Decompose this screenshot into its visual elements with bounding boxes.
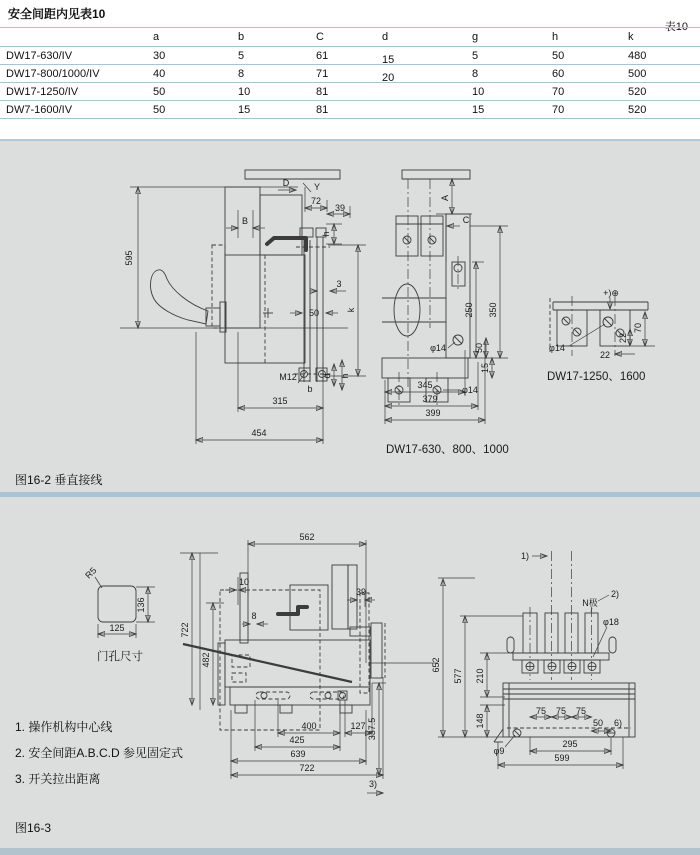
cell-b: 8 bbox=[232, 65, 310, 83]
dim-label-399: 399 bbox=[425, 408, 441, 418]
dim-label-k: k bbox=[346, 307, 356, 313]
figure-caption: 图16-2 垂直接线 bbox=[15, 473, 103, 487]
drawing-geometry bbox=[95, 577, 155, 638]
cell-g: 8 bbox=[466, 65, 546, 83]
table-row bbox=[0, 101, 700, 119]
dim-label-phi14: φ14 bbox=[549, 343, 565, 353]
dim-label-400: 400 bbox=[301, 721, 317, 731]
dim-label-15: 15 bbox=[480, 362, 490, 374]
dim-label-D: D bbox=[282, 178, 290, 188]
note-ref-1: 1) bbox=[520, 551, 530, 561]
page-footer-bar bbox=[0, 848, 700, 855]
dim-label-50: 50 bbox=[474, 342, 484, 354]
table-row bbox=[0, 47, 700, 65]
dim-label-136: 136 bbox=[136, 597, 146, 613]
cell-model: DW17-800/1000/IV bbox=[0, 65, 147, 83]
fig16-2-left-drawing bbox=[120, 150, 385, 460]
label-n-pole: N极 bbox=[582, 598, 598, 608]
dim-label-39: 39 bbox=[334, 203, 346, 213]
dim-label-A: A bbox=[440, 194, 450, 202]
dim-label-39: 39 bbox=[355, 587, 367, 597]
dim-label-50: 50 bbox=[592, 718, 604, 728]
col-header-a: a bbox=[147, 28, 232, 47]
dim-label-562: 562 bbox=[299, 532, 315, 542]
dim-label-722-left: 722 bbox=[180, 622, 190, 638]
dim-label-r5: R5 bbox=[83, 565, 99, 581]
note-ref-2: 2) bbox=[610, 589, 620, 599]
col-header-g: g bbox=[466, 28, 546, 47]
spec-table-section bbox=[0, 0, 700, 139]
dim-label-577: 577 bbox=[453, 668, 463, 684]
dim-label-148: 148 bbox=[475, 713, 485, 729]
dim-label-phi9: φ9 bbox=[493, 746, 505, 756]
figure-caption: 图16-3 bbox=[15, 821, 52, 835]
dim-label-379: 379 bbox=[422, 394, 438, 404]
cell-g: 5 bbox=[466, 47, 546, 65]
cell-d bbox=[376, 83, 466, 101]
cell-model: DW17-630/IV bbox=[0, 47, 147, 65]
drawing-geometry bbox=[180, 540, 438, 793]
note-line: 1. 操作机构中心线 bbox=[15, 720, 113, 734]
drawing-caption: DW17-630、800、1000 bbox=[386, 444, 509, 456]
col-header-k: k bbox=[622, 28, 700, 47]
cell-b: 10 bbox=[232, 83, 310, 101]
drawing-geometry bbox=[438, 551, 635, 769]
cell-h: 70 bbox=[546, 83, 622, 101]
drawing-geometry bbox=[382, 170, 508, 424]
dim-label-70: 70 bbox=[633, 322, 643, 334]
table-row bbox=[0, 65, 700, 83]
fig16-2-right-drawing bbox=[545, 280, 700, 392]
cell-b: 15 bbox=[232, 101, 310, 119]
cell-g: 10 bbox=[466, 83, 546, 101]
dim-label-295: 295 bbox=[562, 739, 578, 749]
dim-label-8: 8 bbox=[251, 611, 257, 621]
dim-label-482: 482 bbox=[201, 652, 211, 668]
table-header-row bbox=[0, 28, 700, 47]
dim-label-127: 127 bbox=[350, 721, 366, 731]
dim-label-C: C bbox=[462, 215, 470, 225]
cell-k: 520 bbox=[622, 101, 700, 119]
col-header-h: h bbox=[546, 28, 622, 47]
cell-k: 520 bbox=[622, 83, 700, 101]
cell-a: 30 bbox=[147, 47, 232, 65]
cell-d: 15 bbox=[376, 47, 466, 65]
dim-label-599: 599 bbox=[554, 753, 570, 763]
figure-16-3-section bbox=[0, 497, 700, 848]
cell-h: 50 bbox=[546, 47, 622, 65]
dim-label-22b: 22 bbox=[599, 350, 611, 360]
col-header-b: b bbox=[232, 28, 310, 47]
dim-label-b: b bbox=[307, 384, 313, 394]
cell-c: 61 bbox=[310, 47, 376, 65]
cell-a: 50 bbox=[147, 101, 232, 119]
col-header-c: C bbox=[310, 28, 376, 47]
ground-symbol: +)⊕ bbox=[603, 288, 619, 298]
dim-label-454: 454 bbox=[251, 428, 267, 438]
note-ref-6: 6) bbox=[613, 718, 623, 728]
cell-b: 5 bbox=[232, 47, 310, 65]
table-row bbox=[0, 83, 700, 101]
dim-label-72: 72 bbox=[310, 196, 322, 206]
cell-a: 50 bbox=[147, 83, 232, 101]
dim-label-350: 350 bbox=[488, 302, 498, 318]
dim-label-h2: h bbox=[340, 373, 350, 379]
cell-a: 40 bbox=[147, 65, 232, 83]
dim-label-125: 125 bbox=[109, 623, 125, 633]
cell-k: 500 bbox=[622, 65, 700, 83]
col-header-d: d bbox=[376, 28, 466, 47]
dim-label-595: 595 bbox=[124, 250, 134, 266]
note-ref-3: 3) bbox=[368, 779, 378, 789]
drawing-caption: DW17-1250、1600 bbox=[547, 371, 646, 383]
dim-label-phi18: φ18 bbox=[603, 617, 619, 627]
dim-label-22a: 22 bbox=[618, 332, 628, 344]
dim-label-210: 210 bbox=[475, 668, 485, 684]
dim-label-phi14b: φ14 bbox=[462, 385, 478, 395]
table-number-tag: 表10 bbox=[664, 21, 688, 33]
dim-label-d: d bbox=[322, 373, 332, 379]
dim-label-B: B bbox=[241, 216, 249, 226]
note-line: 3. 开关拉出距离 bbox=[15, 772, 101, 786]
cell-c: 81 bbox=[310, 101, 376, 119]
dim-label-10: 10 bbox=[238, 577, 250, 587]
dim-label-h: h bbox=[321, 231, 331, 237]
col-header-model bbox=[0, 28, 147, 47]
dim-label-425: 425 bbox=[289, 735, 305, 745]
dim-label-Y: Y bbox=[313, 182, 321, 192]
drawing-geometry bbox=[120, 170, 366, 444]
dim-label-m12: M12 bbox=[279, 372, 297, 382]
cell-h: 70 bbox=[546, 101, 622, 119]
cell-k: 480 bbox=[622, 47, 700, 65]
drawing-caption: 门孔尺寸 bbox=[97, 651, 143, 663]
note-line: 2. 安全间距A.B.C.D 参见固定式 bbox=[15, 746, 184, 760]
cell-c: 71 bbox=[310, 65, 376, 83]
dim-label-345: 345 bbox=[417, 380, 433, 390]
cell-d: 20 bbox=[376, 65, 466, 83]
dim-label-75c: 75 bbox=[575, 706, 587, 716]
dim-label-639: 639 bbox=[290, 749, 306, 759]
cell-model: DW17-1250/IV bbox=[0, 83, 147, 101]
dim-label-50: 50 bbox=[308, 308, 320, 318]
dim-label-337-5: 337.5 bbox=[367, 717, 377, 741]
safety-distance-table bbox=[0, 27, 700, 119]
fig16-3-side-drawing bbox=[180, 515, 440, 811]
figure-notes bbox=[15, 714, 183, 792]
fig16-3-front-drawing bbox=[431, 545, 700, 800]
dim-label-3: 3 bbox=[336, 279, 342, 289]
dim-label-75a: 75 bbox=[535, 706, 547, 716]
dim-label-phi14a: φ14 bbox=[430, 343, 446, 353]
cell-d bbox=[376, 101, 466, 119]
dim-label-652: 652 bbox=[431, 657, 441, 673]
dim-label-722-bottom: 722 bbox=[299, 763, 315, 773]
cell-g: 15 bbox=[466, 101, 546, 119]
fig16-2-middle-drawing bbox=[380, 150, 545, 465]
dim-label-315: 315 bbox=[272, 396, 288, 406]
cell-h: 60 bbox=[546, 65, 622, 83]
cell-c: 81 bbox=[310, 83, 376, 101]
cell-model: DW7-1600/IV bbox=[0, 101, 147, 119]
dim-label-250: 250 bbox=[464, 302, 474, 318]
door-hole-drawing bbox=[85, 555, 180, 680]
figure-16-2-section bbox=[0, 139, 700, 492]
dim-label-75b: 75 bbox=[555, 706, 567, 716]
page-title: 安全间距内见表10 bbox=[8, 7, 106, 21]
